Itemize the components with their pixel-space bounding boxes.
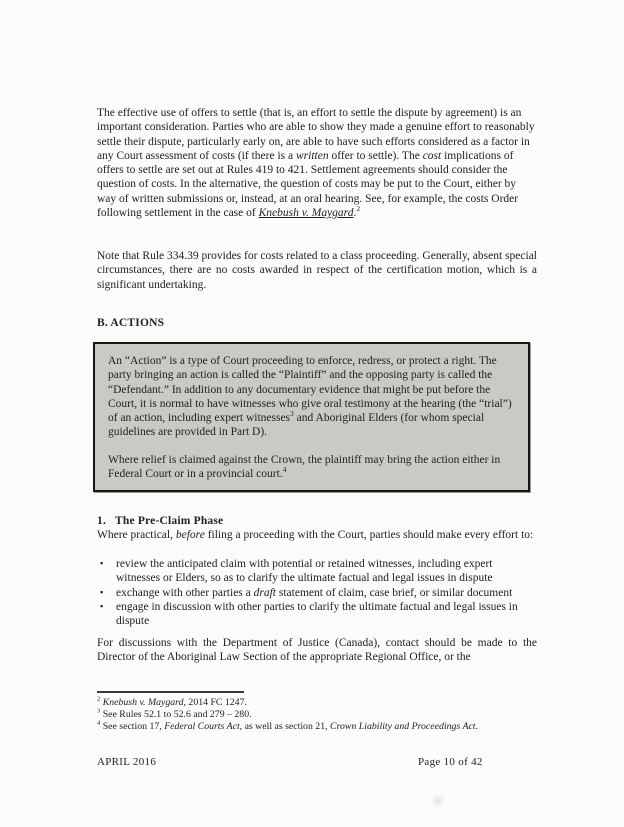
bullet-icon: ▪ bbox=[100, 600, 104, 611]
subsection-1-heading bbox=[97, 514, 537, 528]
bullet-text: engage in discussion with other parties to clarify the ultimate factual and legal issues in dispute bbox=[116, 600, 518, 628]
action-definition-box bbox=[93, 342, 530, 492]
text-run: filing a proceeding with the Court, parties should make every effort to: bbox=[204, 529, 534, 541]
italic-before: before bbox=[175, 529, 205, 541]
subsection-number: 1. bbox=[97, 515, 107, 527]
bullet-text: review the anticipated claim with potential or retained witnesses, including expert witnesses or Elders, so as to clarify the ultimate factual and legal issues in dispute bbox=[116, 558, 493, 585]
bullet-icon: ▪ bbox=[100, 586, 104, 597]
text-run: See section 17, bbox=[102, 721, 165, 732]
section-b-heading bbox=[97, 316, 537, 330]
italic-draft: draft bbox=[253, 586, 276, 599]
text-run: . bbox=[475, 721, 478, 732]
bullet-icon: ▪ bbox=[100, 558, 104, 568]
footnote-separator-rule bbox=[97, 691, 244, 693]
footnote-case-name: Knebush v. Maygard bbox=[102, 697, 184, 708]
text-run: The effective use of offers to settle (that is, an effort to settle the dispute by agreement) is an important consideration. Parties who are able to show they made a genuine effort to reasonably settle their dispute, particularly early on, are able to have such efforts considered as a factor in any Court assessment of costs (if there is a bbox=[97, 107, 535, 162]
pre-claim-bullet-list bbox=[97, 557, 537, 628]
subsection-title: The Pre-Claim Phase bbox=[115, 515, 224, 527]
footnote-number: 2 bbox=[97, 695, 101, 703]
footer-date: APRIL 2016 bbox=[97, 756, 157, 768]
text-run: , 2014 FC 1247. bbox=[183, 697, 247, 708]
italic-written: written bbox=[295, 149, 329, 162]
text-run: See Rules 52.1 to 52.6 and 279 – 280. bbox=[102, 709, 252, 720]
page-content bbox=[97, 0, 537, 827]
text-run: An “Action” is a type of Court proceeding to enforce, redress, or protect a right. The party bringing an action is called the “Plaintiff” and the opposing party is called the “Defendant.” In addition to any documentary evidence that might be put before the Court, it is normal to have witnesses who give oral testimony at the hearing (the “trial”) of an action, including expert witnesses bbox=[108, 355, 512, 425]
paragraph-doj-contact bbox=[97, 636, 537, 665]
text-run: Where relief is claimed against the Crown, the plaintiff may bring the action either in Federal Court or in a provincial court. bbox=[108, 453, 501, 481]
text-run: exchange with other parties a bbox=[116, 586, 254, 599]
box-paragraph-action-definition bbox=[108, 354, 515, 440]
box-paragraph-crown-relief bbox=[108, 453, 515, 482]
footnote-4 bbox=[97, 721, 537, 733]
footer-page-number: Page 10 of 42 bbox=[418, 756, 483, 768]
footnote-ref-3: 3 bbox=[290, 409, 294, 419]
act-name-crown-liability: Crown Liability and Proceedings Act bbox=[330, 721, 476, 732]
footnotes-section bbox=[97, 697, 537, 733]
footnote-ref-2: 2 bbox=[356, 204, 361, 214]
list-item bbox=[97, 586, 537, 600]
footnote-3 bbox=[97, 709, 537, 721]
paragraph-rule-334-39 bbox=[97, 249, 537, 292]
text-run: statement of claim, case brief, or similar document bbox=[276, 586, 513, 599]
text-run: , as well as section 21, bbox=[239, 721, 331, 732]
text-run: implications of offers to settle are set out at Rules 419 to 421. Settlement agreements should consider the question of costs. In the alternative, the question of costs may be put to the Court, either by way of written submissions or, instead, at an oral hearing. See, for example, the costs Order following settlement in the case of bbox=[97, 149, 519, 220]
text-run: . bbox=[353, 207, 357, 220]
italic-cost: cost bbox=[422, 149, 442, 162]
heading-text: B. ACTIONS bbox=[97, 317, 165, 329]
text-run: offer to settle). The bbox=[328, 149, 423, 162]
footnote-number: 3 bbox=[97, 707, 101, 715]
footnote-2 bbox=[97, 697, 537, 709]
text-run: and Aboriginal Elders (for whom special guidelines are provided in Part D). bbox=[108, 412, 485, 439]
list-item bbox=[97, 557, 537, 586]
list-item bbox=[97, 600, 537, 629]
text-run: For discussions with the Department of Justice (Canada), contact should be made to the Director of the Aboriginal Law Section of the appropriate Regional Office, or the bbox=[97, 637, 537, 664]
paragraph-offers-to-settle bbox=[97, 106, 537, 220]
pre-claim-intro bbox=[97, 528, 537, 542]
footnote-ref-4: 4 bbox=[282, 465, 287, 475]
footnote-number: 4 bbox=[97, 719, 101, 727]
scan-smudge bbox=[430, 794, 446, 808]
text-run: Where practical, bbox=[97, 529, 176, 541]
case-citation-knebush: Knebush v. Maygard bbox=[258, 207, 354, 220]
act-name-federal-courts: Federal Courts Act bbox=[164, 721, 240, 732]
text-run: Note that Rule 334.39 provides for costs related to a class proceeding. Generally, absent special circumstances, there are no costs awarded in respect of the certification motion, which is a significant undertaking. bbox=[97, 250, 537, 291]
